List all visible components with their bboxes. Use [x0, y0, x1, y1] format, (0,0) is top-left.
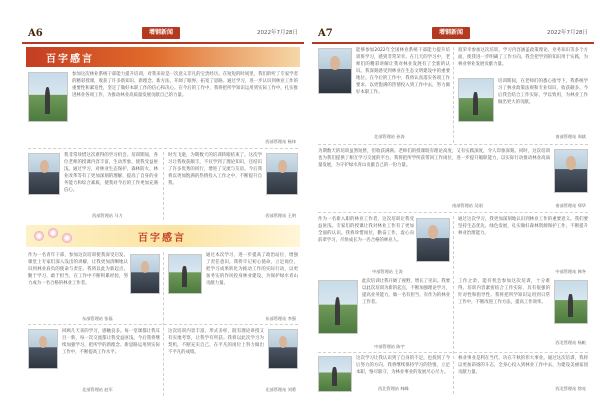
newspaper-page-right [312, 22, 594, 399]
divider [453, 47, 454, 143]
author-photo [268, 329, 298, 369]
divider [28, 324, 298, 325]
flower-decoration [34, 231, 44, 241]
article-photo [318, 356, 352, 392]
article-text: 时光飞逝，为期数天的培训转眼结束了。这次学习让我收获颇丰，不仅学到了理论知识，还结识了许多优秀的同行，增进了交流与友谊。今后我将以更加饱满的热情投入工作之中，不断提升自我。 [168, 153, 262, 186]
article-text: 通过这次学习，我更加深刻地认识到林业工作的重要意义。我们要坚持生态优先、绿色发展，扎实做好森林资源保护工作，不断提升林业治理能力。 [458, 217, 588, 236]
page-number: A7 [318, 28, 333, 39]
article-signature: 中部管理站 韩冬 [555, 269, 586, 274]
flower-decoration [62, 233, 72, 243]
article-signature: 中部管理站 陈宇 [374, 344, 405, 349]
author-photo [28, 329, 58, 369]
article-signature: 南部管理站 吴刚 [452, 203, 483, 208]
header-rule [22, 42, 304, 44]
header-rule [312, 42, 594, 44]
divider [318, 352, 588, 353]
article-photo [168, 254, 202, 294]
article-signature: 西部管理站 马力 [92, 213, 123, 218]
masthead-logo: 增钢新闻 [432, 27, 470, 39]
article-text: 工作之余，能有机会参加这次培训，十分难得。培训内容紧密结合工作实际，具有很强的针对性和指导性。我将把所学知识运用到日常工作中，不断改进工作方法，提高工作效率。 [458, 279, 550, 305]
article-text: 通过本次学习，进一步提高了政治站位，增强了责任意识。我将牢记初心使命，立足岗位，把学习成果转化为推动工作的实际行动，以更加务实的作风投身林业建设，为保护绿水青山贡献力量。 [206, 253, 298, 286]
article-signature: 北部管理站 赵军 [82, 387, 113, 392]
article-signature: 西部管理站 杨伟 [265, 139, 296, 144]
article-signature: 南部管理站 周斌 [555, 134, 586, 139]
divider [453, 216, 454, 394]
article-signature: 东部管理站 张磊 [82, 316, 113, 321]
article-text: 很荣幸参加这次培训，学习内容涵盖政策理论、业务知识等多个方面，使我进一步明确了工作方向。我会把学到的知识用于实践，为林业事业发展贡献力量。 [458, 48, 588, 67]
banner-title: 百字感言 [138, 233, 186, 244]
author-photo [130, 254, 160, 294]
article-signature: 北部管理站 孙涛 [374, 134, 405, 139]
article-signature: 西北管理站 徐亮 [555, 386, 586, 391]
header-date: 2022年7月28日 [257, 30, 298, 36]
article-signature: 西北管理站 杨帆 [555, 340, 586, 345]
article-text: 参加这次林业系统干部能力提升培训，对我来说是一次意义非凡的宝贵经历。在短短的时间里，我们聆听了专家学者的精彩授课，收获了许多新知识、新理念、新方法，开阔了眼界，拓宽了思路。通过学习，进一步认识到林业工作的重要性和紧迫性，坚定了做好本职工作的信心和决心。在今后的工作中，我将把所学知识运用到实际工作中，扎实推进林业各项工作，为推动林业高质量发展贡献自己的力量。 [72, 72, 298, 98]
divider [318, 144, 588, 145]
section-banner [26, 225, 300, 247]
newspaper-page-left [22, 22, 304, 399]
article-text: 培训期间，在老师们的悉心指导下，我系统学习了林业政策法规和专业知识，收获颇多。今后我会结合工作实际，学以致用，为林业工作做出更大的贡献。 [498, 79, 588, 105]
article-photo [28, 72, 68, 122]
article-text: 此次培训让我开阔了视野，增长了见识。我要以此次培训为新的起点，不断加强理论学习，提高业务能力，做一名有担当、有作为的林业工作者。 [362, 279, 450, 305]
banner-title: 百字感言 [46, 54, 94, 65]
article-text: 能够参加2022年全国林业系统干部能力提升培训班学习，感到非常荣幸。在几天的学习中，老师们的精彩讲解让我对林业发展有了全新的认识。我深刻感受到林业在生态文明建设中的重要地位。在今后的工作中，我将认真落实各项工作要求，以更饱满的热情投入到工作中去，努力做好本职工作。 [356, 48, 450, 95]
article-text: 为期数天的培训虽然短暂，但收获满满。老师们的授课既有理论高度，又有实践深度，令人印象深刻。同时，这次培训也为我们提供了相互学习交流的平台。我将把所学所获带回工作岗位，进一步提升履职能力，以实际行动推动林业高质量发展，为守护绿水青山贡献自己的一份力量。 [318, 149, 550, 168]
article-text: 这次培训内容丰富、形式多样，既有理论讲授又有实地考察，让我学有所获。我将以此次学习为契机，不断充实自己，在平凡的岗位上努力做出不平凡的成绩。 [168, 329, 264, 355]
author-photo [416, 218, 450, 262]
divider [28, 148, 298, 149]
flower-decoration [48, 228, 58, 238]
article-text: 作为一名新入职的林业工作者，这次培训让我受益匪浅。专家们的授课让我对林业工作有了更加全面的认识。我将珍惜岗位，勤奋工作，虚心向前辈学习，尽快成长为一名合格的林业人。 [318, 217, 414, 243]
page-number: A6 [28, 28, 43, 39]
article-text: 回顾几天来的学习，感触良多。每一堂课都让我耳目一新，每一次交流都让我受益匪浅。今后我将继续加强学习，把所学的新理念、新思路运用到实际工作中，不断提高工作水平。 [62, 329, 160, 355]
author-photo [554, 149, 588, 193]
page-header [22, 27, 304, 40]
article-photo [458, 78, 494, 122]
article-signature: 北部管理站 刘勇 [265, 387, 296, 392]
divider [318, 212, 588, 213]
article-signature: 西部管理站 王明 [265, 213, 296, 218]
article-text: 这次学习让我认识到了自身的不足，也找到了今后努力的方向。我将继续保持学习的热情，立足本职，恪尽职守，为林业事业的发展尽心尽力。 [356, 356, 450, 375]
author-photo [28, 153, 60, 195]
article-photo [554, 280, 588, 324]
article-photo [318, 280, 358, 334]
author-photo [318, 48, 352, 94]
header-date: 2022年7月28日 [547, 30, 588, 36]
divider [163, 152, 164, 220]
article-text: 作为一名青年干部，参加这次培训使我深受启发。课堂上专家们深入浅出的讲解，让我更加清晰地认识到林业肩负的使命与责任。我将以此为新起点，勤于学习，敢于担当，在工作中不断积累经验，努力成为一名合格的林业工作者。 [28, 253, 128, 286]
author-photo [266, 153, 298, 195]
page-header [312, 27, 594, 40]
article-text: 林业事业是利在当代、功在千秋的伟大事业。通过这次培训，我将以更加昂扬的斗志，全身心投入到林业工作中去，为建设美丽家园贡献力量。 [458, 356, 588, 375]
masthead-logo: 增钢新闻 [142, 27, 180, 39]
article-text: 我非常珍惜这次难得的学习机会。培训期间，各位老师的授课内容丰富，生动形象，使我受益匪浅。通过学习，对林业生态保护、森林防火、林业改革等有了更加深刻的理解，提高了自身的业务能力和综合素质，使我对今后的工作更加充满信心。 [64, 153, 158, 193]
section-banner [26, 47, 300, 67]
article-signature: 中部管理站 王涛 [372, 269, 403, 274]
article-signature: 南部管理站 郑华 [555, 203, 586, 208]
article-signature: 西北管理站 林峰 [378, 386, 409, 391]
article-signature: 东部管理站 李强 [265, 316, 296, 321]
